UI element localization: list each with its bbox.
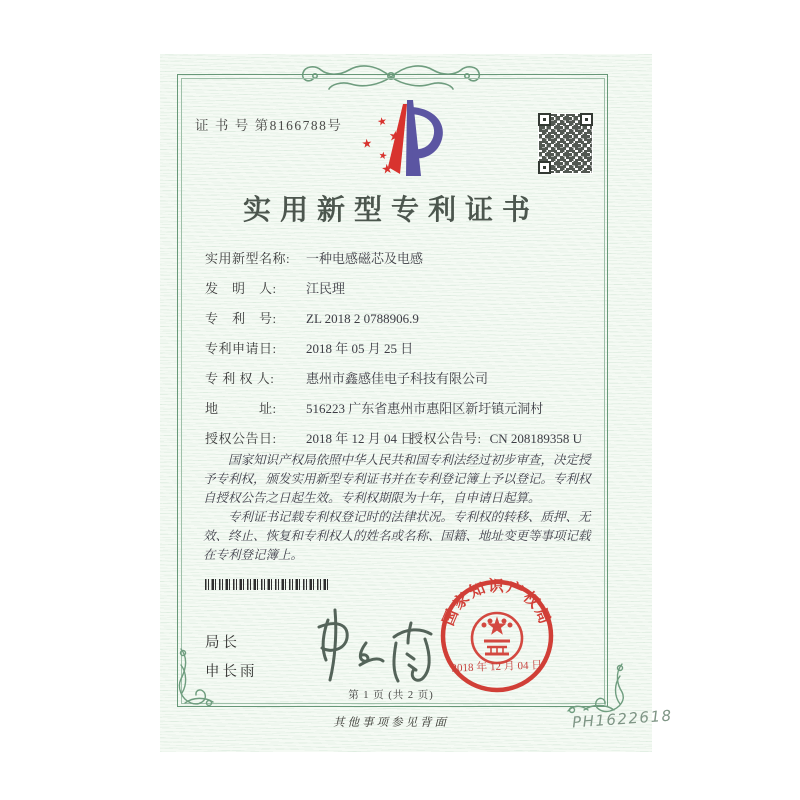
handwritten-note: PH1622618: [571, 706, 674, 732]
qr-finder-icon: [580, 113, 593, 126]
seal-arc-text: 国家知识产权局: [440, 578, 554, 629]
field-row-patentee: [205, 368, 605, 388]
svg-text:★: ★: [360, 135, 374, 151]
seal-emblem-icon: [472, 613, 522, 663]
field-value: 惠州市鑫感佳电子科技有限公司: [306, 371, 489, 386]
field-label: 授权公告号:: [410, 431, 482, 446]
field-row-grant-number: [410, 428, 582, 447]
page-number: 第 1 页 (共 2 页): [348, 690, 434, 701]
body-paragraph: 专利证书记载专利权登记时的法律状况。专利权的转移、质押、无效、终止、恢复和专利权人的姓名或名称、国籍、地址变更等事项记载在专利登记簿上。: [203, 510, 591, 562]
svg-text:★: ★: [387, 129, 402, 146]
certificate-number: 证 书 号 第8166788号: [195, 118, 343, 133]
field-row-address: [205, 398, 605, 418]
field-value: 2018 年 12 月 04 日: [306, 431, 414, 446]
field-value: 516223 广东省惠州市惠阳区新圩镇元洞村: [306, 401, 544, 416]
certificate-body: [203, 451, 597, 565]
field-label: 专 利 权 人:: [205, 371, 275, 386]
footer-note: 其他事项参见背面: [333, 717, 449, 729]
field-row-filing-date: [205, 338, 605, 358]
svg-text:★: ★: [377, 150, 389, 163]
signer-title: 局长: [205, 635, 240, 651]
signer-name: 申长雨: [205, 664, 258, 680]
field-value: 2018 年 05 月 25 日: [306, 341, 414, 356]
field-value: 一种电感磁芯及电感: [306, 251, 424, 266]
field-label: 专 利 号:: [205, 311, 277, 326]
field-label: 实用新型名称:: [205, 251, 291, 266]
field-row-patent-no: [205, 308, 605, 328]
field-value: ZL 2018 2 0788906.9: [306, 311, 419, 326]
qr-finder-icon: [538, 161, 551, 174]
field-label: 专利申请日:: [205, 341, 277, 356]
seal-date: 2018 年 12 月 04 日: [451, 659, 543, 675]
qr-finder-icon: [538, 113, 551, 126]
field-label: 授权公告日:: [205, 431, 277, 446]
field-value: CN 208189358 U: [489, 431, 583, 446]
barcode: [205, 579, 331, 590]
body-paragraph: 国家知识产权局依照中华人民共和国专利法经过初步审查，决定授予专利权，颁发实用新型专利证书并在专利登记簿上予以登记。专利权自授权公告之日起生效。专利权期限为十年，自申请日起算。: [203, 453, 591, 505]
field-label: 发 明 人:: [205, 281, 277, 296]
field-row-name: [205, 248, 605, 268]
official-seal: [437, 576, 557, 698]
qr-code: [538, 113, 593, 174]
field-row-inventor: [205, 278, 605, 298]
cnipa-logo: [348, 96, 452, 180]
svg-text:★: ★: [376, 115, 389, 129]
svg-text:★: ★: [380, 160, 394, 177]
director-signature: [290, 598, 450, 693]
certificate-title: 实用新型专利证书: [242, 195, 539, 226]
field-value: 江民理: [306, 281, 346, 296]
field-label: 地 址:: [205, 401, 277, 416]
field-row-grant-date: [205, 428, 605, 448]
